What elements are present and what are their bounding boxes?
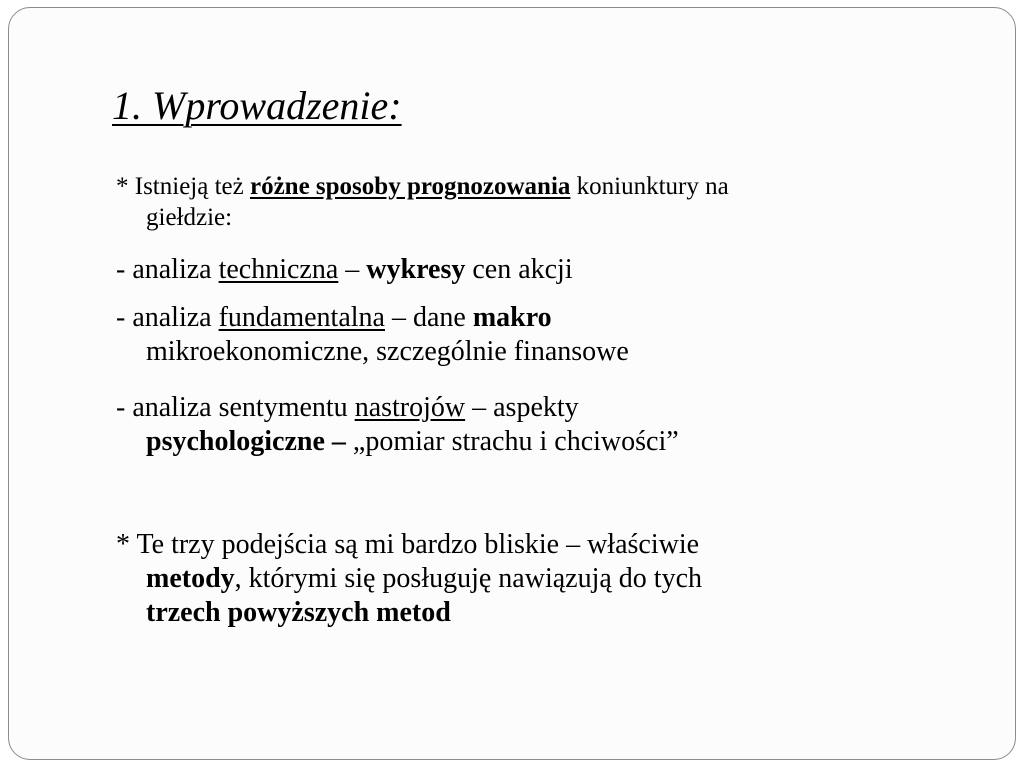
- closing-paragraph: [116, 528, 1006, 630]
- technical-analysis-item: [116, 253, 1006, 287]
- sentiment-mid: – aspekty: [465, 392, 579, 423]
- intro-line2: giełdzie:: [146, 204, 233, 231]
- closing-line2: , którymi się posługuję nawiązują do tych: [234, 563, 703, 594]
- sentiment-emphasis: psychologiczne –: [146, 426, 346, 457]
- fundamental-line2: mikroekonomiczne, szczególnie finansowe: [146, 336, 629, 367]
- intro-prefix: * Istnieją też: [116, 173, 250, 200]
- technical-suffix: cen akcji: [465, 254, 573, 285]
- fundamental-mid: – dane: [384, 302, 473, 333]
- intro-emphasis: różne sposoby prognozowania: [249, 173, 571, 200]
- fundamental-analysis-item: [116, 301, 1006, 369]
- closing-emphasis-methods: metody: [146, 563, 235, 594]
- fundamental-term: fundamentalna: [218, 302, 385, 333]
- sentiment-analysis-item: [116, 391, 1006, 459]
- fundamental-emphasis: makro: [472, 302, 552, 333]
- technical-prefix: - analiza: [116, 254, 219, 285]
- intro-paragraph: [116, 171, 1006, 233]
- closing-line1: * Te trzy podejścia są mi bardzo bliskie – właściwie: [116, 529, 700, 560]
- technical-emphasis: wykresy: [366, 254, 466, 285]
- slide-title: 1. Wprowadzenie:: [112, 83, 402, 128]
- intro-suffix: koniunktury na: [570, 173, 729, 200]
- closing-emphasis-three-methods: trzech powyższych metod: [146, 597, 451, 628]
- fundamental-prefix: - analiza: [116, 302, 219, 333]
- technical-term: techniczna: [218, 254, 339, 285]
- sentiment-suffix: „pomiar strachu i chciwości”: [345, 426, 679, 457]
- sentiment-term: nastrojów: [354, 392, 466, 423]
- sentiment-prefix: - analiza sentymentu: [116, 392, 355, 423]
- technical-dash: –: [338, 254, 367, 285]
